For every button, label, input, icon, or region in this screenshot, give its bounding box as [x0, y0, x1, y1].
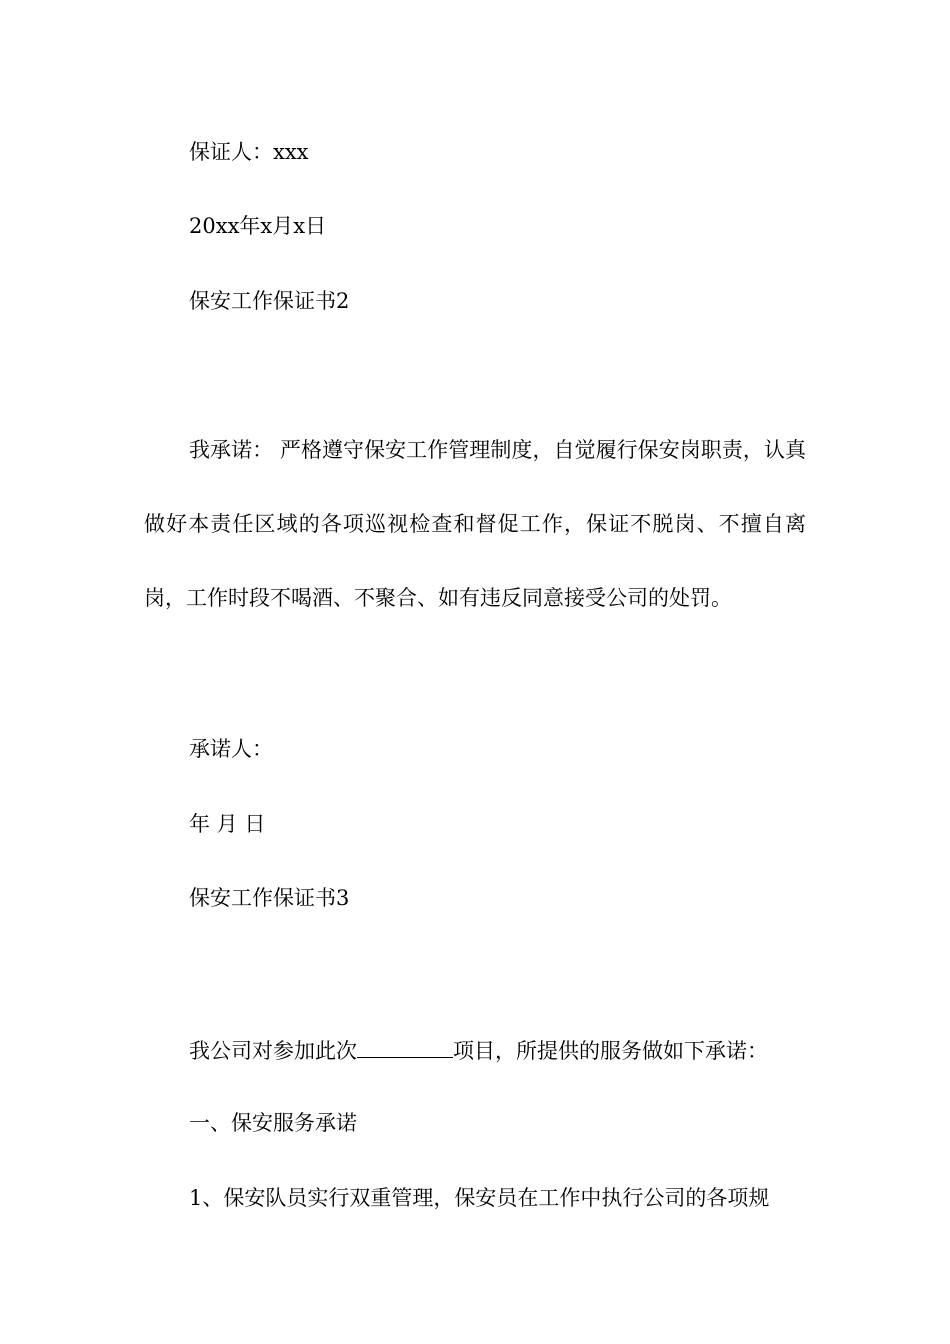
title-2: 保安工作保证书2	[189, 289, 350, 313]
company-line-suffix: 项目，所提供的服务做如下承诺：	[453, 1039, 768, 1063]
promisor-line: 承诺人：	[189, 737, 273, 761]
company-commitment-line	[189, 1035, 768, 1065]
guarantor-line: 保证人：xxx	[189, 140, 309, 164]
company-line-prefix: 我公司对参加此次	[189, 1039, 357, 1063]
date-line: 20xx年x月x日	[189, 214, 327, 238]
section-heading: 一、保安服务承诺	[189, 1111, 357, 1135]
promise-paragraph: 我承诺： 严格遵守保安工作管理制度，自觉履行保安岗职责，认真做好本责任区域的各项巡视检查和督促工作，保证不脱岗、不擅自离岗，工作时段不喝酒、不聚合、如有违反同意接受公司的处罚。	[144, 438, 806, 610]
item-1: 1、保安队员实行双重管理，保安员在工作中执行公司的各项规	[189, 1186, 770, 1210]
project-name-blank	[357, 1035, 453, 1058]
title-3: 保安工作保证书3	[189, 886, 350, 910]
date-blank-line: 年 月 日	[189, 812, 266, 836]
